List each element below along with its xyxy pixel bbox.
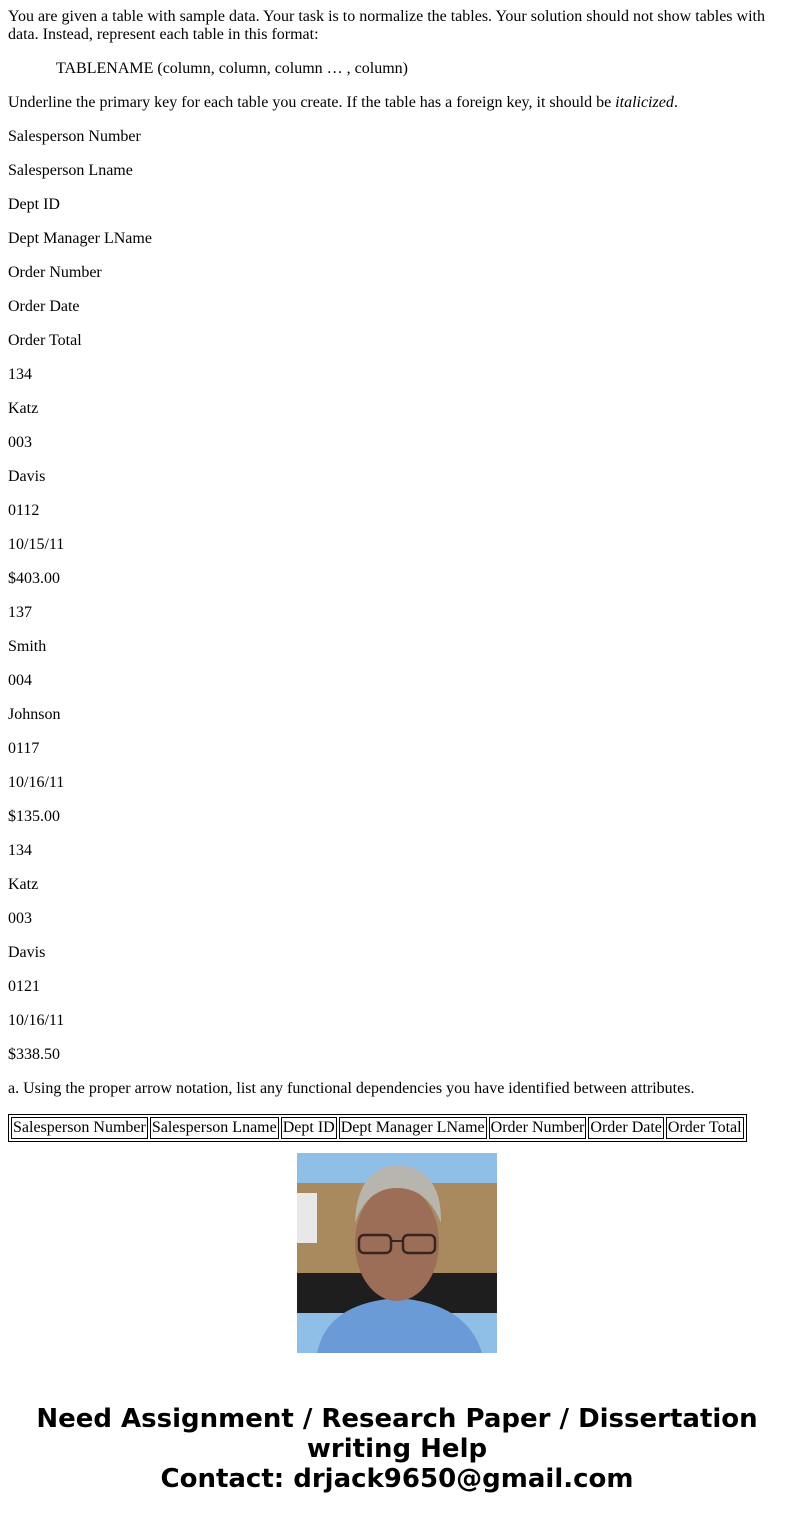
contact-banner bbox=[0, 1404, 794, 1494]
intro-text: You are given a table with sample data. Your task is to normalize the tables. Your solution should not show tables with data. Instead, represent each table in this format: bbox=[8, 8, 765, 43]
data-item: 004 bbox=[8, 672, 32, 689]
portrait-image bbox=[297, 1153, 497, 1353]
data-item: Order Total bbox=[8, 332, 82, 349]
sample-table bbox=[8, 1114, 747, 1142]
table-header-cell: Salesperson Lname bbox=[150, 1117, 279, 1139]
data-item: Davis bbox=[8, 944, 46, 961]
data-item: Dept ID bbox=[8, 196, 60, 213]
data-item: Davis bbox=[8, 468, 46, 485]
table-header-cell: Order Number bbox=[489, 1117, 587, 1139]
instruction-text bbox=[8, 94, 786, 112]
data-item: Salesperson Number bbox=[8, 128, 141, 145]
instruction-pre: Underline the primary key for each table you create. If the table has a foreign key, it should be bbox=[8, 94, 616, 111]
author-avatar bbox=[297, 1153, 497, 1353]
data-item: 10/16/11 bbox=[8, 774, 65, 791]
data-item: Katz bbox=[8, 400, 39, 417]
instruction-italic: italicized bbox=[615, 94, 674, 111]
data-item: Katz bbox=[8, 876, 39, 893]
data-item: 003 bbox=[8, 434, 32, 451]
banner-line-1: Need Assignment / Research Paper / Dissertation bbox=[36, 1404, 758, 1434]
data-item: 137 bbox=[8, 604, 32, 621]
data-item: 10/15/11 bbox=[8, 536, 65, 553]
data-item: 003 bbox=[8, 910, 32, 927]
data-item: $338.50 bbox=[8, 1046, 60, 1063]
data-item: 134 bbox=[8, 842, 32, 859]
banner-line-2: writing Help bbox=[306, 1434, 488, 1464]
data-item: Order Number bbox=[8, 264, 102, 281]
data-item: Dept Manager LName bbox=[8, 230, 152, 247]
data-item: Smith bbox=[8, 638, 47, 655]
table-header-cell: Salesperson Number bbox=[11, 1117, 148, 1139]
data-item: 10/16/11 bbox=[8, 1012, 65, 1029]
table-header-cell: Order Total bbox=[666, 1117, 744, 1139]
format-text: TABLENAME (column, column, column … , column) bbox=[56, 60, 408, 77]
question-a: a. Using the proper arrow notation, list any functional dependencies you have identified between attributes. bbox=[8, 1080, 695, 1097]
data-item: 134 bbox=[8, 366, 32, 383]
data-item: 0117 bbox=[8, 740, 40, 757]
data-item: $403.00 bbox=[8, 570, 60, 587]
data-item: 0121 bbox=[8, 978, 40, 995]
instruction-post: . bbox=[673, 94, 678, 111]
data-item: $135.00 bbox=[8, 808, 60, 825]
table-header-cell: Dept Manager LName bbox=[339, 1117, 487, 1139]
table-header-cell: Dept ID bbox=[281, 1117, 337, 1139]
banner-contact: Contact: drjack9650@gmail.com bbox=[160, 1464, 634, 1494]
table-header-cell: Order Date bbox=[588, 1117, 664, 1139]
data-item: Salesperson Lname bbox=[8, 162, 133, 179]
data-items bbox=[8, 128, 786, 1064]
data-item: Order Date bbox=[8, 298, 80, 315]
table-header-row bbox=[11, 1117, 744, 1139]
data-item: Johnson bbox=[8, 706, 61, 723]
data-item: 0112 bbox=[8, 502, 40, 519]
